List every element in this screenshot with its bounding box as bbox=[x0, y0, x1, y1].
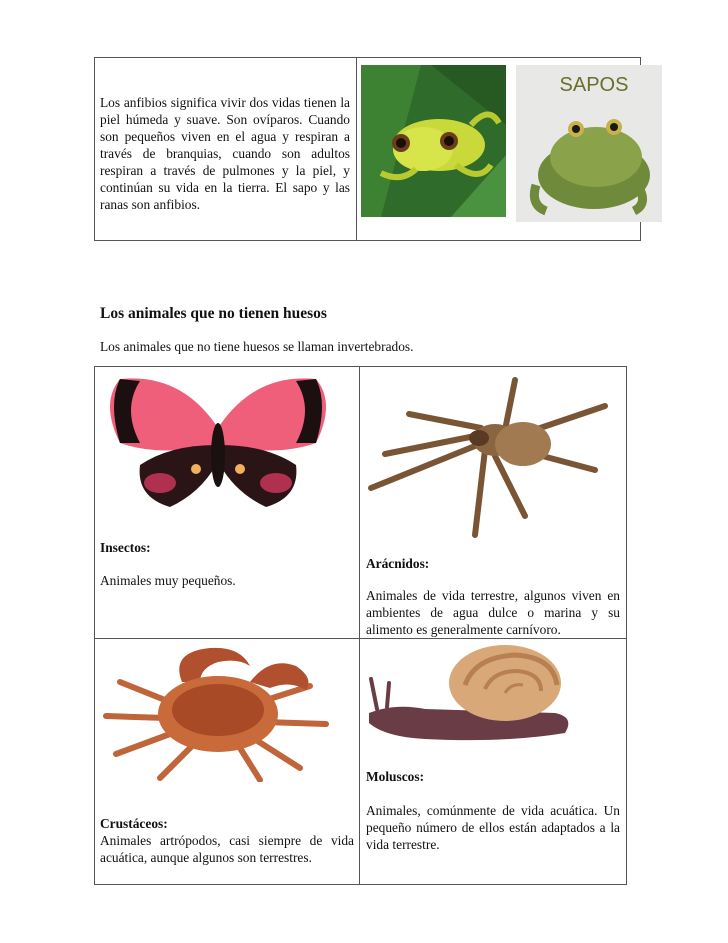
insects-title: Insectos: bbox=[100, 540, 151, 555]
butterfly-image bbox=[100, 373, 336, 515]
section-intro: Los animales que no tiene huesos se llaman invertebrados. bbox=[100, 339, 414, 354]
insects-desc: Animales muy pequeños. bbox=[100, 573, 236, 588]
section-heading: Los animales que no tienen huesos bbox=[100, 305, 327, 322]
molluscs-desc: Animales, comúnmente de vida acuática. Un pequeño número de ellos están adaptados a la vida terrestre. bbox=[366, 803, 620, 852]
snail-image bbox=[365, 643, 577, 743]
amphibian-description: Los anfibios significa vivir dos vidas tienen la piel húmeda y suave. Son ovíparos. Cuando son pequeños viven en el agua y respiran a través de branquias, cuando son adultos respiran a través de pulmones y la piel, y continúan su vida en la tierra. El sapo y las ranas son anfibios. bbox=[100, 95, 350, 212]
crab-image bbox=[100, 642, 332, 782]
frog-image bbox=[361, 65, 506, 217]
arachnids-title: Arácnidos: bbox=[366, 556, 430, 571]
arachnids-desc: Animales de vida terrestre, algunos viven en ambientes de agua dulce o marina y su alimento es generalmente carnívoro. bbox=[366, 588, 620, 637]
tarantula-image bbox=[365, 370, 621, 540]
toad-book-cover bbox=[516, 65, 662, 222]
molluscs-title: Moluscos: bbox=[366, 769, 425, 784]
crustaceans-title: Crustáceos: bbox=[100, 816, 168, 831]
book-cover-title: SAPOS bbox=[559, 74, 629, 96]
crustaceans-desc: Animales artrópodos, casi siempre de vida acuática, aunque algunos son terrestres. bbox=[100, 833, 354, 865]
